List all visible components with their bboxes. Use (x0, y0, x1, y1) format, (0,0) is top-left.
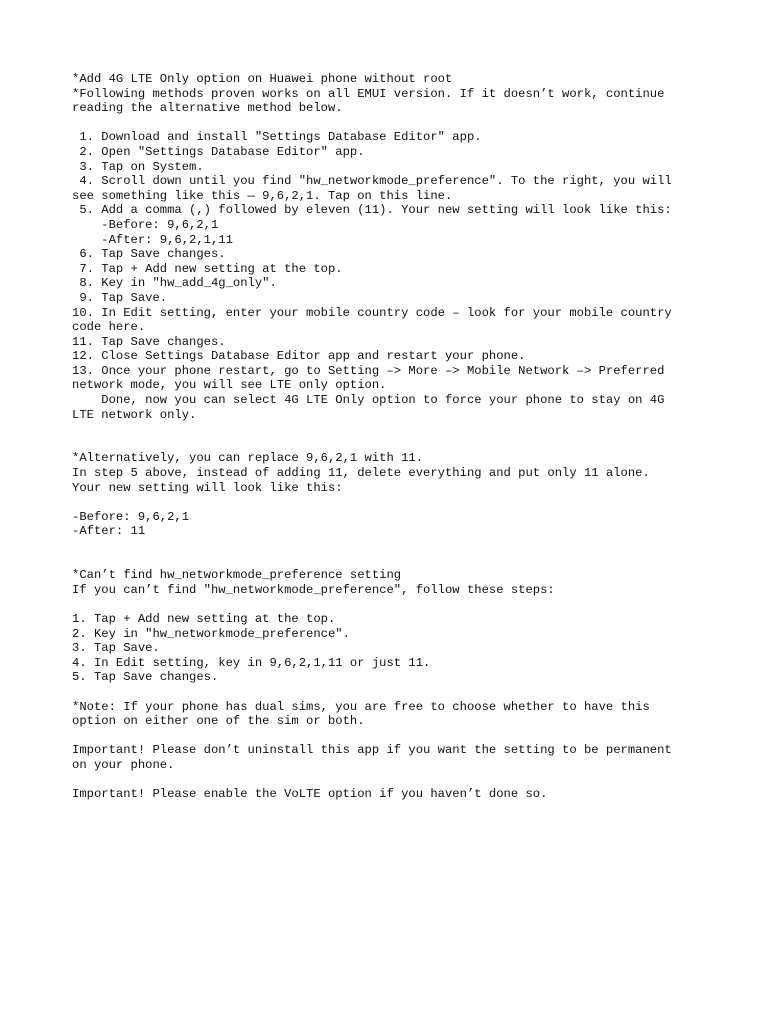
text-line: Done, now you can select 4G LTE Only option to force your phone to stay on 4G (72, 393, 665, 408)
text-line: -After: 11 (72, 524, 146, 539)
blank-line (72, 422, 712, 437)
text-line: 4. Scroll down until you find "hw_networkmode_preference". To the right, you will (72, 174, 672, 189)
blank-line (72, 554, 712, 569)
blank-line (72, 116, 712, 131)
text-line: Important! Please don’t uninstall this app if you want the setting to be permanent (72, 743, 672, 758)
text-line: LTE network only. (72, 407, 197, 422)
text-line: -After: 9,6,2,1,11 (72, 232, 233, 247)
blank-line (72, 729, 712, 744)
text-line: see something like this — 9,6,2,1. Tap on this line. (72, 188, 453, 203)
text-line: 2. Open "Settings Database Editor" app. (72, 144, 365, 159)
text-line: code here. (72, 320, 146, 335)
blank-line (72, 437, 712, 452)
text-line: 4. In Edit setting, key in 9,6,2,1,11 or just 11. (72, 655, 431, 670)
text-line: 3. Tap on System. (72, 159, 204, 174)
text-line: on your phone. (72, 757, 175, 772)
text-line: -Before: 9,6,2,1 (72, 217, 219, 232)
blank-line (72, 773, 712, 788)
text-line: *Add 4G LTE Only option on Huawei phone without root (72, 72, 453, 86)
blank-line (72, 495, 712, 510)
text-line: 3. Tap Save. (72, 641, 160, 656)
text-line: 12. Close Settings Database Editor app and restart your phone. (72, 349, 526, 364)
text-line: 6. Tap Save changes. (72, 247, 226, 262)
text-line: 7. Tap + Add new setting at the top. (72, 261, 343, 276)
blank-line (72, 597, 712, 612)
text-line: *Following methods proven works on all EMUI version. If it doesn’t work, continue (72, 86, 665, 101)
text-line: *Can’t find hw_networkmode_preference setting (72, 568, 402, 583)
blank-line (72, 539, 712, 554)
text-line: In step 5 above, instead of adding 11, delete everything and put only 11 alone. (72, 466, 650, 481)
text-line: 5. Tap Save changes. (72, 670, 219, 685)
text-line: 13. Once your phone restart, go to Setting –> More –> Mobile Network –> Preferred (72, 363, 665, 378)
text-line: 1. Tap + Add new setting at the top. (72, 611, 336, 626)
text-line: 11. Tap Save changes. (72, 334, 226, 349)
text-line: -Before: 9,6,2,1 (72, 509, 190, 524)
text-line: 10. In Edit setting, enter your mobile country code – look for your mobile country (72, 305, 672, 320)
text-line: reading the alternative method below. (72, 101, 343, 116)
text-line: Important! Please enable the VoLTE option if you haven’t done so. (72, 787, 548, 802)
text-line: Your new setting will look like this: (72, 480, 343, 495)
text-line: 8. Key in "hw_add_4g_only". (72, 276, 277, 291)
text-line: *Alternatively, you can replace 9,6,2,1 with 11. (72, 451, 424, 466)
text-line: network mode, you will see LTE only option. (72, 378, 387, 393)
text-line: 1. Download and install "Settings Database Editor" app. (72, 130, 482, 145)
text-line: If you can’t find "hw_networkmode_preference", follow these steps: (72, 582, 555, 597)
text-line: *Note: If your phone has dual sims, you are free to choose whether to have this (72, 699, 650, 714)
text-line: 5. Add a comma (,) followed by eleven (11). Your new setting will look like this: (72, 203, 672, 218)
text-line: 9. Tap Save. (72, 290, 168, 305)
text-line: 2. Key in "hw_networkmode_preference". (72, 626, 350, 641)
blank-line (72, 685, 712, 700)
document-body (72, 72, 712, 802)
text-line: option on either one of the sim or both. (72, 714, 365, 729)
